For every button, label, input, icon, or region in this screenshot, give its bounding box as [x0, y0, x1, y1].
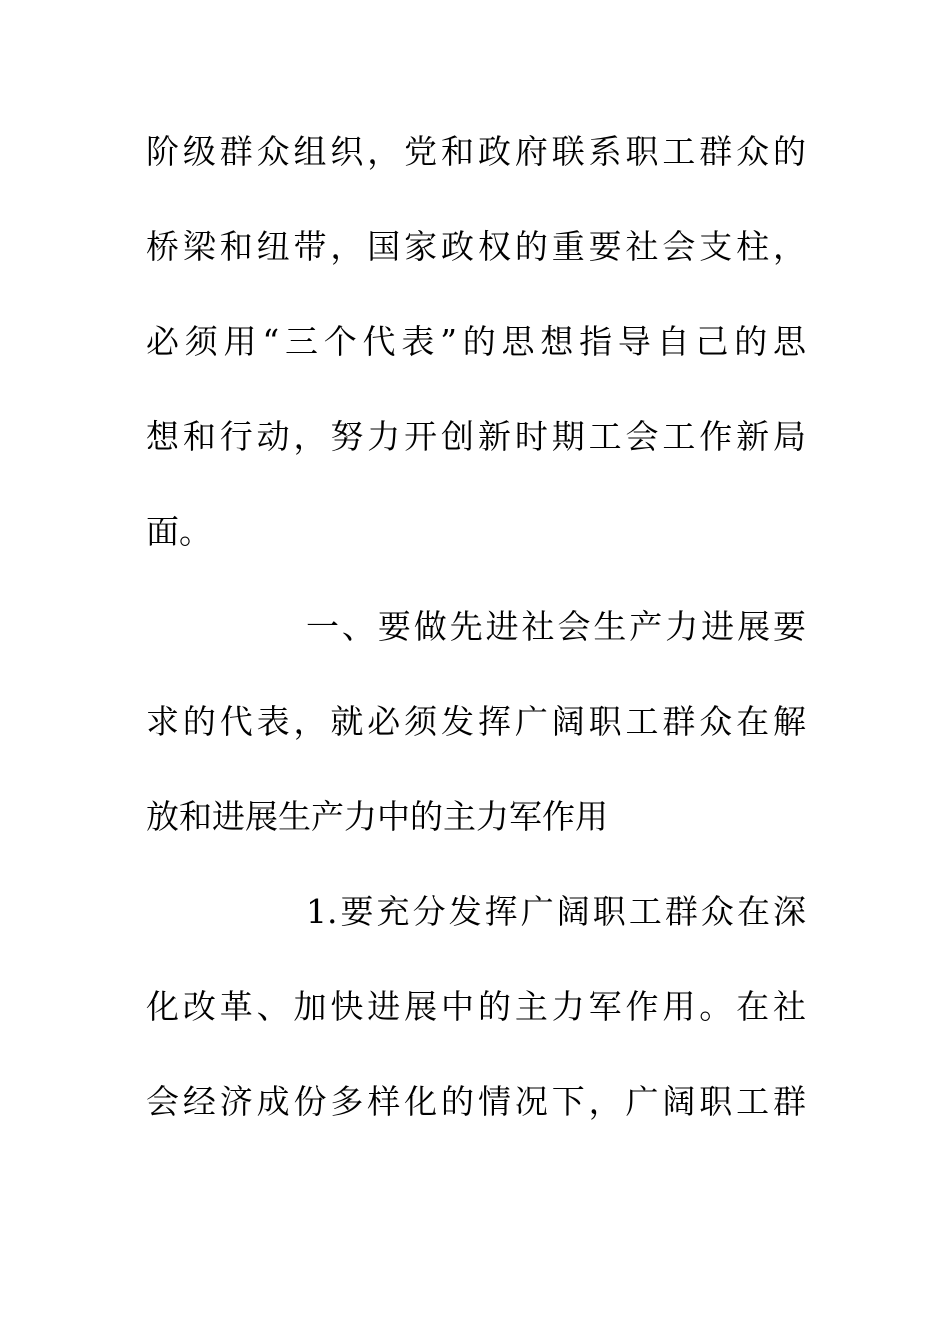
text-line: 必须用“三个代表”的思想指导自己的思 — [146, 322, 806, 361]
text-line: 面。 — [146, 512, 212, 551]
subsection-heading-line: 1.要充分发挥广阔职工群众在深 — [306, 892, 806, 931]
text-line: 想和行动，努力开创新时期工会工作新局 — [146, 417, 806, 456]
text-line: 放和进展生产力中的主力军作用 — [146, 797, 608, 836]
section-heading-line: 一、要做先进社会生产力进展要 — [306, 607, 806, 646]
text-line: 化改革、加快进展中的主力军作用。在社 — [146, 987, 806, 1026]
text-line: 求的代表，就必须发挥广阔职工群众在解 — [146, 702, 806, 741]
text-line: 桥梁和纽带，国家政权的重要社会支柱， — [146, 227, 806, 266]
text-line: 阶级群众组织，党和政府联系职工群众的 — [146, 132, 806, 171]
text-line: 会经济成份多样化的情况下，广阔职工群 — [146, 1082, 806, 1121]
